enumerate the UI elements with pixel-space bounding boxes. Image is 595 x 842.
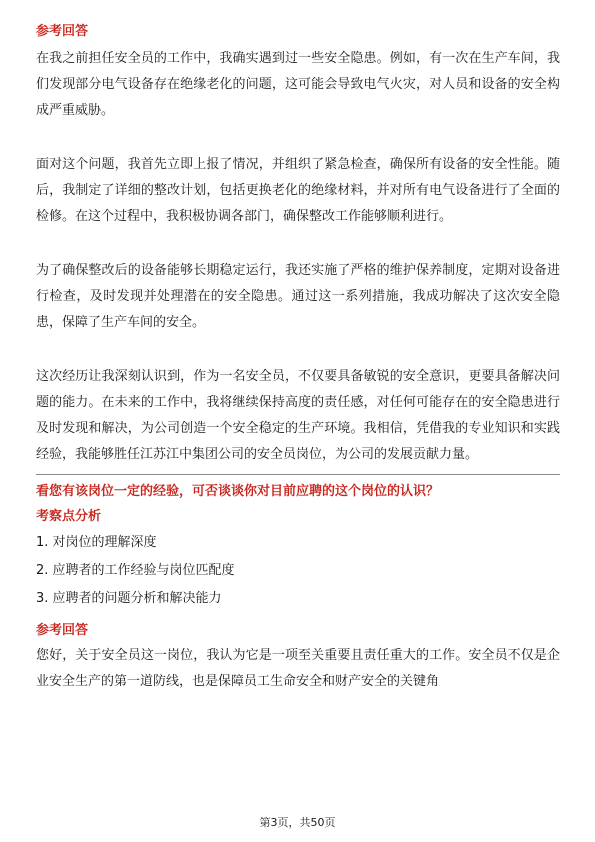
interview-question: 看您有该岗位一定的经验，可否谈谈你对目前应聘的这个岗位的认识？ xyxy=(36,484,440,499)
paragraph-gap xyxy=(36,124,560,152)
paragraph-gap xyxy=(36,230,560,258)
answer-paragraph-3: 为了确保整改后的设备能够长期稳定运行，我还实施了严格的维护保养制度，定期对设备进行检查，及时发现并处理潜在的安全隐患。通过这一系列措施，我成功解决了这次安全隐患，保障了生产车间的安全。 xyxy=(36,263,560,330)
analysis-point-1: 1. 对岗位的理解深度 xyxy=(36,535,157,550)
section-divider xyxy=(36,474,560,475)
analysis-point-2: 2. 应聘者的工作经验与岗位匹配度 xyxy=(36,563,235,578)
analysis-point-3: 3. 应聘者的问题分析和解决能力 xyxy=(36,591,222,606)
paragraph-gap xyxy=(36,336,560,364)
page-footer: 第3页，共50页 xyxy=(259,816,336,829)
analysis-heading: 考察点分析 xyxy=(36,509,102,524)
answer-paragraph-5: 您好，关于安全员这一岗位，我认为它是一项至关重要且责任重大的工作。安全员不仅是企业安全生产的第一道防线，也是保障员工生命安全和财产安全的关键角 xyxy=(36,648,560,689)
analysis-points-list xyxy=(36,529,560,613)
page-content xyxy=(36,22,560,695)
answer-paragraph-1: 在我之前担任安全员的工作中，我确实遇到过一些安全隐患。例如，有一次在生产车间，我们发现部分电气设备存在绝缘老化的问题，这可能会导致电气火灾，对人员和设备的安全构成严重威胁。 xyxy=(36,51,560,118)
answer-paragraph-2: 面对这个问题，我首先立即上报了情况，并组织了紧急检查，确保所有设备的安全性能。随后，我制定了详细的整改计划，包括更换老化的绝缘材料，并对所有电气设备进行了全面的检修。在这个过程中，我积极协调各部门，确保整改工作能够顺利进行。 xyxy=(36,157,560,224)
reference-answer-heading-2: 参考回答 xyxy=(36,623,89,638)
answer-paragraph-4: 这次经历让我深刻认识到，作为一名安全员，不仅要具备敏锐的安全意识，更要具备解决问题的能力。在未来的工作中，我将继续保持高度的责任感，对任何可能存在的安全隐患进行及时发现和解决，为公司创造一个安全稳定的生产环境。我相信，凭借我的专业知识和实践经验，我能够胜任江苏江中集团公司的安全员岗位，为公司的发展贡献力量。 xyxy=(36,369,560,462)
reference-answer-heading: 参考回答 xyxy=(36,24,89,39)
